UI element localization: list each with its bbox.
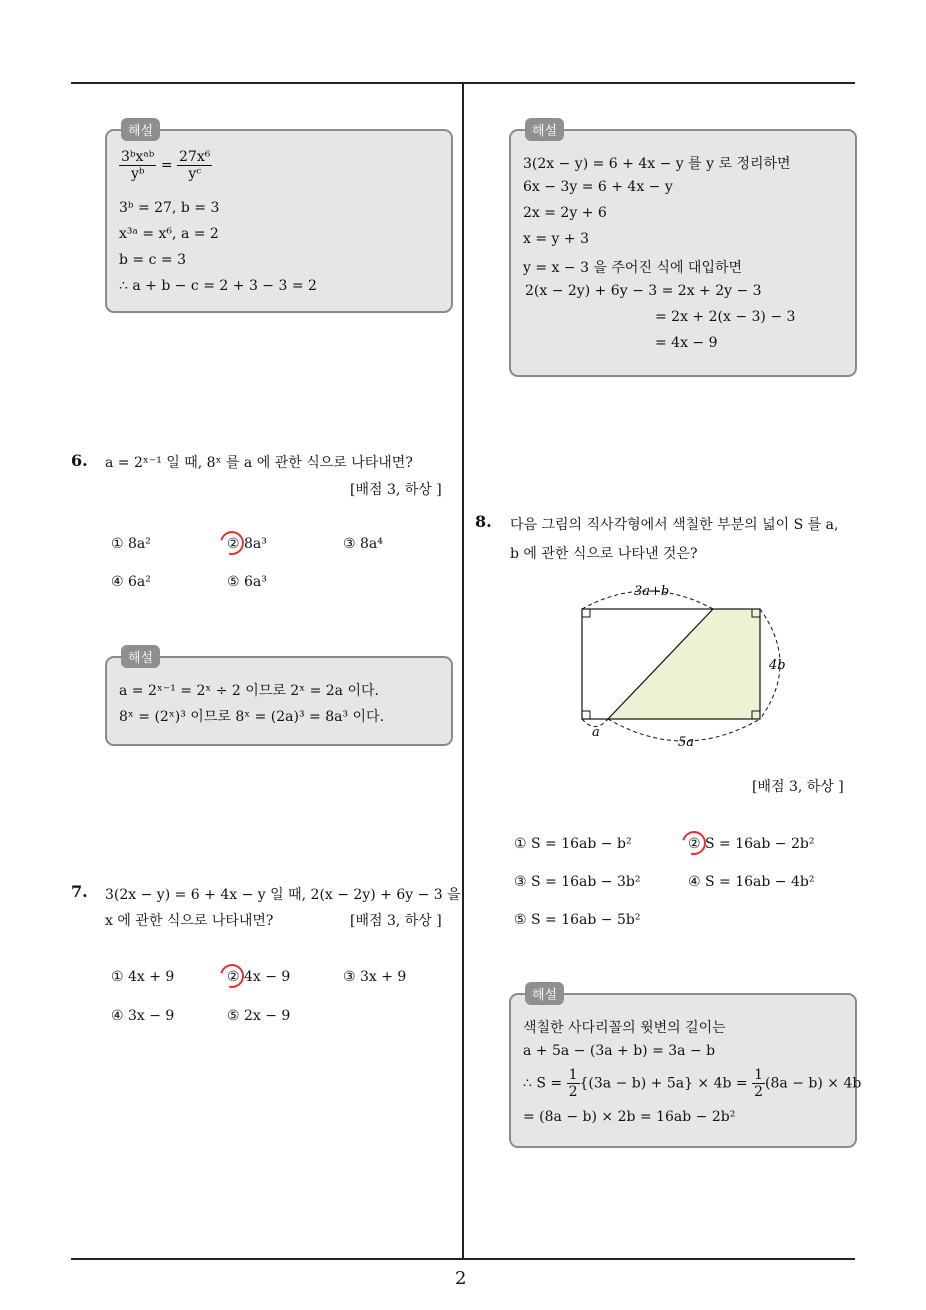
question-text: a = 2ˣ⁻¹ 일 때, 8ˣ 를 a 에 관한 식으로 나타내면? xyxy=(105,455,413,471)
solution-box-q6 xyxy=(105,651,453,746)
solution-line: = (8a − b) × 2b = 16ab − 2b² xyxy=(523,1109,736,1125)
option-4[interactable]: ④ 6a² xyxy=(111,574,151,590)
question-text: 다음 그림의 직사각형에서 색칠한 부분의 넓이 S 를 a, xyxy=(510,517,839,533)
option-4[interactable]: ④ 3x − 9 xyxy=(111,1008,175,1024)
fraction-denominator: yᶜ xyxy=(188,166,202,182)
fraction-denominator: 2 xyxy=(568,1084,578,1100)
solution-line: 8ˣ = (2ˣ)³ 이므로 8ˣ = (2a)³ = 8a³ 이다. xyxy=(119,709,385,725)
option-2[interactable]: ② 8a³ xyxy=(227,536,267,552)
selected-answer-mark xyxy=(216,527,249,560)
solution-line: 2(x − 2y) + 6y − 3 = 2x + 2y − 3 xyxy=(525,283,762,299)
option-1[interactable]: ① 4x + 9 xyxy=(111,969,175,985)
solution-line: = 2x + 2(x − 3) − 3 xyxy=(655,309,796,325)
option-4[interactable]: ④ S = 16ab − 4b² xyxy=(688,874,815,890)
question-text: 3(2x − y) = 6 + 4x − y 일 때, 2(x − 2y) + 6y − 3 을 xyxy=(105,887,461,903)
solution-line: a = 2ˣ⁻¹ = 2ˣ ÷ 2 이므로 2ˣ = 2a 이다. xyxy=(119,683,379,699)
selected-answer-mark xyxy=(216,960,249,993)
label-right: 4b xyxy=(769,658,786,673)
solution-line: x³ᵃ = x⁶, a = 2 xyxy=(119,226,219,242)
shaded-trapezoid xyxy=(608,609,760,719)
question-text: x 에 관한 식으로 나타내면? xyxy=(105,913,274,929)
label-bottom: 5a xyxy=(678,735,695,750)
question-number: 8. xyxy=(475,512,492,531)
solution-line: 3(2x − y) = 6 + 4x − y 를 y 로 정리하면 xyxy=(523,156,791,172)
solution-tag: 해설 xyxy=(121,118,160,141)
fraction-numerator: 1 xyxy=(568,1067,578,1083)
fraction-denominator: 2 xyxy=(754,1084,764,1100)
solution-line: 6x − 3y = 6 + 4x − y xyxy=(523,179,673,195)
score-label: [배점 3, 하상 ] xyxy=(350,913,442,929)
option-3[interactable]: ③ 3x + 9 xyxy=(343,969,407,985)
label-top: 3a+b xyxy=(634,584,670,599)
option-2[interactable]: ② S = 16ab − 2b² xyxy=(688,836,815,852)
solution-line: ∴ a + b − c = 2 + 3 − 3 = 2 xyxy=(119,278,317,294)
solution-box-q8 xyxy=(509,988,862,1148)
option-3[interactable]: ③ S = 16ab − 3b² xyxy=(514,874,641,890)
score-label: [배점 3, 하상 ] xyxy=(350,482,442,498)
fraction-denominator: yᵇ xyxy=(130,166,145,182)
solution-line: b = c = 3 xyxy=(119,252,186,268)
question-text: b 에 관한 식으로 나타낸 것은? xyxy=(510,546,698,562)
solution-line: a + 5a − (3a + b) = 3a − b xyxy=(523,1043,716,1059)
solution-tag: 해설 xyxy=(525,982,564,1005)
option-3[interactable]: ③ 8a⁴ xyxy=(343,536,383,552)
solution-line: 색칠한 사다리꼴의 윗변의 길이는 xyxy=(523,1020,726,1036)
area-middle: {(3a − b) + 5a} × 4b = xyxy=(579,1075,753,1092)
solution-line: 2x = 2y + 6 xyxy=(523,205,607,221)
option-5[interactable]: ⑤ S = 16ab − 5b² xyxy=(514,912,641,928)
fraction-numerator: 3ᵇxᵃᵇ xyxy=(121,149,155,165)
column-divider xyxy=(462,84,464,1259)
fraction-equation: $\frac{\text{3ᵇxᵃᵇ}}{\text{yᵇ}}$ = $\frac{\text{27x⁶}}{\text{yᶜ}}$ xyxy=(121,149,211,182)
solution-line-area xyxy=(523,1067,861,1100)
option-5[interactable]: ⑤ 6a³ xyxy=(227,574,267,590)
solution-tag: 해설 xyxy=(525,118,564,141)
option-1[interactable]: ① S = 16ab − b² xyxy=(514,836,632,852)
bottom-rule xyxy=(71,1258,855,1260)
selected-answer-mark xyxy=(678,827,711,860)
option-2[interactable]: ② 4x − 9 xyxy=(227,969,291,985)
area-end: (8a − b) × 4b xyxy=(765,1075,862,1092)
option-1[interactable]: ① 8a² xyxy=(111,536,151,552)
solution-box-q5 xyxy=(105,124,453,313)
solution-line: y = x − 3 을 주어진 식에 대입하면 xyxy=(523,260,743,276)
solution-line: = 4x − 9 xyxy=(655,335,718,351)
question-number: 7. xyxy=(71,882,88,901)
question-number: 6. xyxy=(71,451,88,470)
label-bottom-left: a xyxy=(592,725,600,740)
solution-box-q7 xyxy=(509,124,857,377)
page-number: 2 xyxy=(455,1268,467,1289)
fraction-numerator: 1 xyxy=(754,1067,764,1083)
solution-line: x = y + 3 xyxy=(523,231,589,247)
option-5[interactable]: ⑤ 2x − 9 xyxy=(227,1008,291,1024)
solution-line: 3ᵇ = 27, b = 3 xyxy=(119,200,220,216)
score-label: [배점 3, 하상 ] xyxy=(752,779,844,795)
solution-tag: 해설 xyxy=(121,645,160,668)
area-prefix: ∴ S = xyxy=(523,1075,567,1092)
rectangle-figure xyxy=(570,578,810,758)
fraction-numerator: 27x⁶ xyxy=(179,149,211,165)
